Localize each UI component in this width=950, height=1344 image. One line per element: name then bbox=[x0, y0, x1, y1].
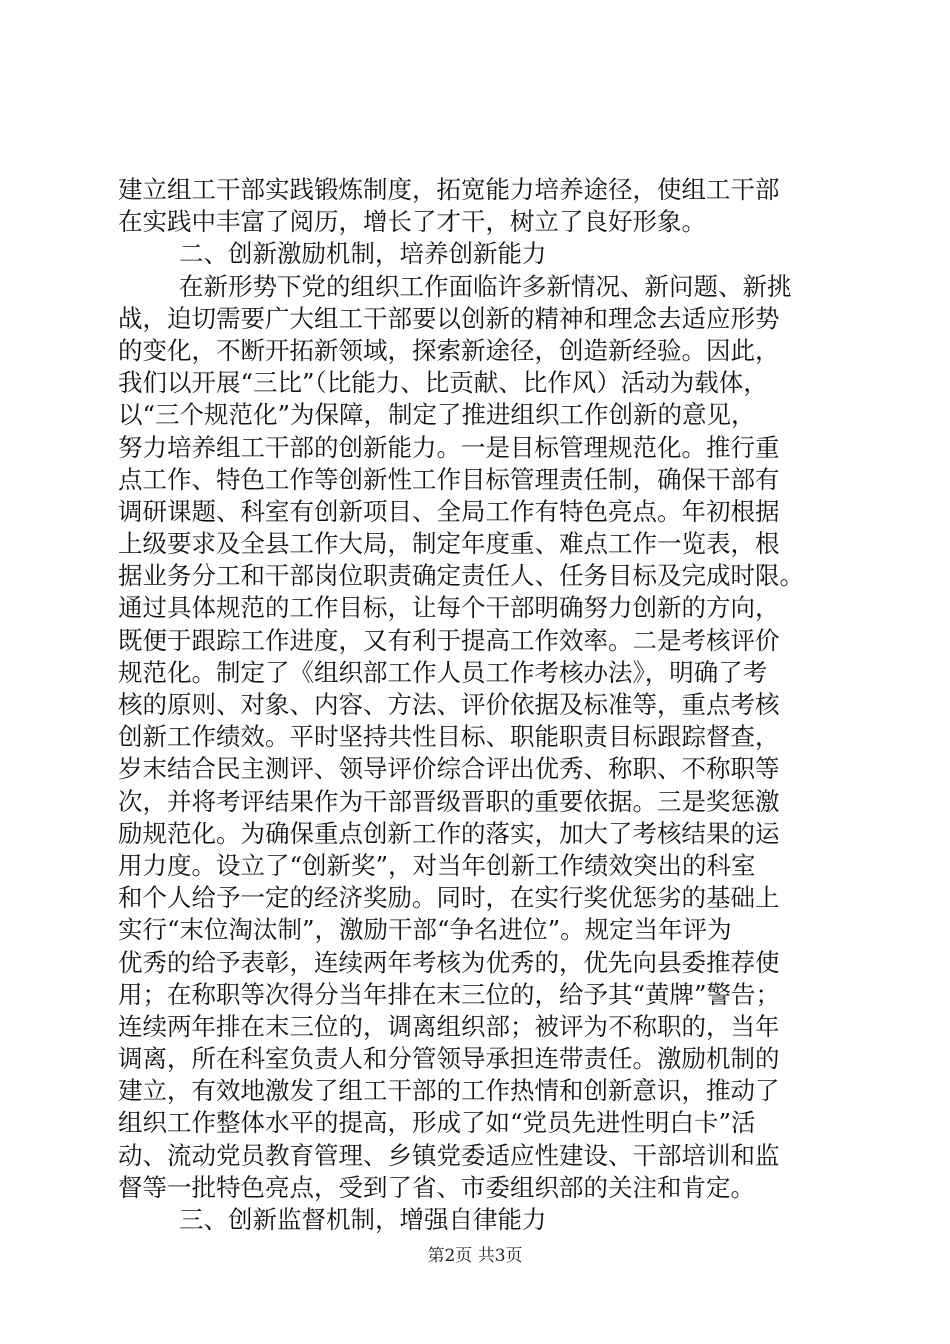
text-line: 上级要求及全县工作大局，制定年度重、难点工作一览表，根 bbox=[118, 529, 780, 559]
text-line: 核的原则、对象、内容、方法、评价依据及标准等，重点考核 bbox=[118, 690, 780, 719]
text-line: 在实践中丰富了阅历，增长了才干，树立了良好形象。 bbox=[118, 207, 706, 237]
text-line: 动、流动党员教育管理、乡镇党委适应性建设、干部培训和监 bbox=[118, 1140, 780, 1170]
text-line: 励规范化。为确保重点创新工作的落实，加大了考核结果的运 bbox=[118, 818, 780, 848]
text-line: 调离，所在科室负责人和分管领导承担连带责任。激励机制的 bbox=[118, 1044, 780, 1074]
text-line: 建立组工干部实践锻炼制度，拓宽能力培养途径，使组工干部 bbox=[118, 175, 780, 204]
text-line: 组织工作整体水平的提高，形成了如“党员先进性明白卡”活 bbox=[118, 1108, 756, 1138]
section-heading: 二、创新激励机制，培养创新能力 bbox=[179, 239, 547, 269]
text-line: 战，迫切需要广大组工干部要以创新的精神和理念去适应形势 bbox=[118, 303, 780, 333]
text-line: 既便于跟踪工作进度，又有利于提高工作效率。二是考核评价 bbox=[118, 625, 780, 655]
page-number-footer: 第2页 共3页 bbox=[427, 1246, 523, 1266]
text-line: 调研课题、科室有创新项目、全局工作有特色亮点。年初根据 bbox=[118, 496, 780, 526]
text-line: 优秀的给予表彰，连续两年考核为优秀的，优先向县委推荐使 bbox=[118, 947, 780, 977]
text-line: 和个人给予一定的经济奖励。同时，在实行奖优惩劣的基础上 bbox=[118, 883, 780, 913]
text-line: 我们以开展“三比”（比能力、比贡献、比作风）活动为载体， bbox=[118, 368, 768, 398]
text-line: 努力培养组工干部的创新能力。一是目标管理规范化。推行重 bbox=[118, 432, 780, 462]
text-line: 督等一批特色亮点，受到了省、市委组织部的关注和肯定。 bbox=[118, 1172, 755, 1202]
text-line: 建立，有效地激发了组工干部的工作热情和创新意识，推动了 bbox=[118, 1076, 780, 1106]
text-line: 岁末结合民主测评、领导评价综合评出优秀、称职、不称职等 bbox=[118, 754, 780, 784]
section-heading: 三、创新监督机制，增强自律能力 bbox=[179, 1205, 547, 1234]
text-line: 实行“末位淘汰制”，激励干部“争名进位”。规定当年评为 bbox=[118, 915, 732, 945]
body-text bbox=[118, 174, 838, 1236]
text-line: 据业务分工和干部岗位职责确定责任人、任务目标及完成时限。 bbox=[118, 561, 804, 591]
text-line: 连续两年排在末三位的，调离组织部；被评为不称职的，当年 bbox=[118, 1011, 780, 1041]
text-line: 点工作、特色工作等创新性工作目标管理责任制，确保干部有 bbox=[118, 464, 780, 494]
text-line: 用力度。设立了“创新奖”，对当年创新工作绩效突出的科室 bbox=[118, 850, 756, 880]
paragraph-first-line: 在新形势下党的组织工作面临许多新情况、新问题、新挑 bbox=[179, 271, 792, 301]
text-line: 规范化。制定了《组织部工作人员工作考核办法》，明确了考 bbox=[118, 657, 768, 687]
text-line: 用；在称职等次得分当年排在末三位的，给予其“黄牌”警告； bbox=[118, 979, 781, 1009]
text-line: 创新工作绩效。平时坚持共性目标、职能职责目标跟踪督查， bbox=[118, 722, 780, 752]
text-line: 以“三个规范化”为保障，制定了推进组织工作创新的意见， bbox=[118, 400, 756, 430]
text-line: 通过具体规范的工作目标，让每个干部明确努力创新的方向， bbox=[118, 593, 780, 623]
text-line: 次，并将考评结果作为干部晋级晋职的重要依据。三是奖惩激 bbox=[118, 786, 780, 816]
text-line: 的变化，不断开拓新领域，探索新途径，创造新经验。因此， bbox=[118, 335, 780, 365]
